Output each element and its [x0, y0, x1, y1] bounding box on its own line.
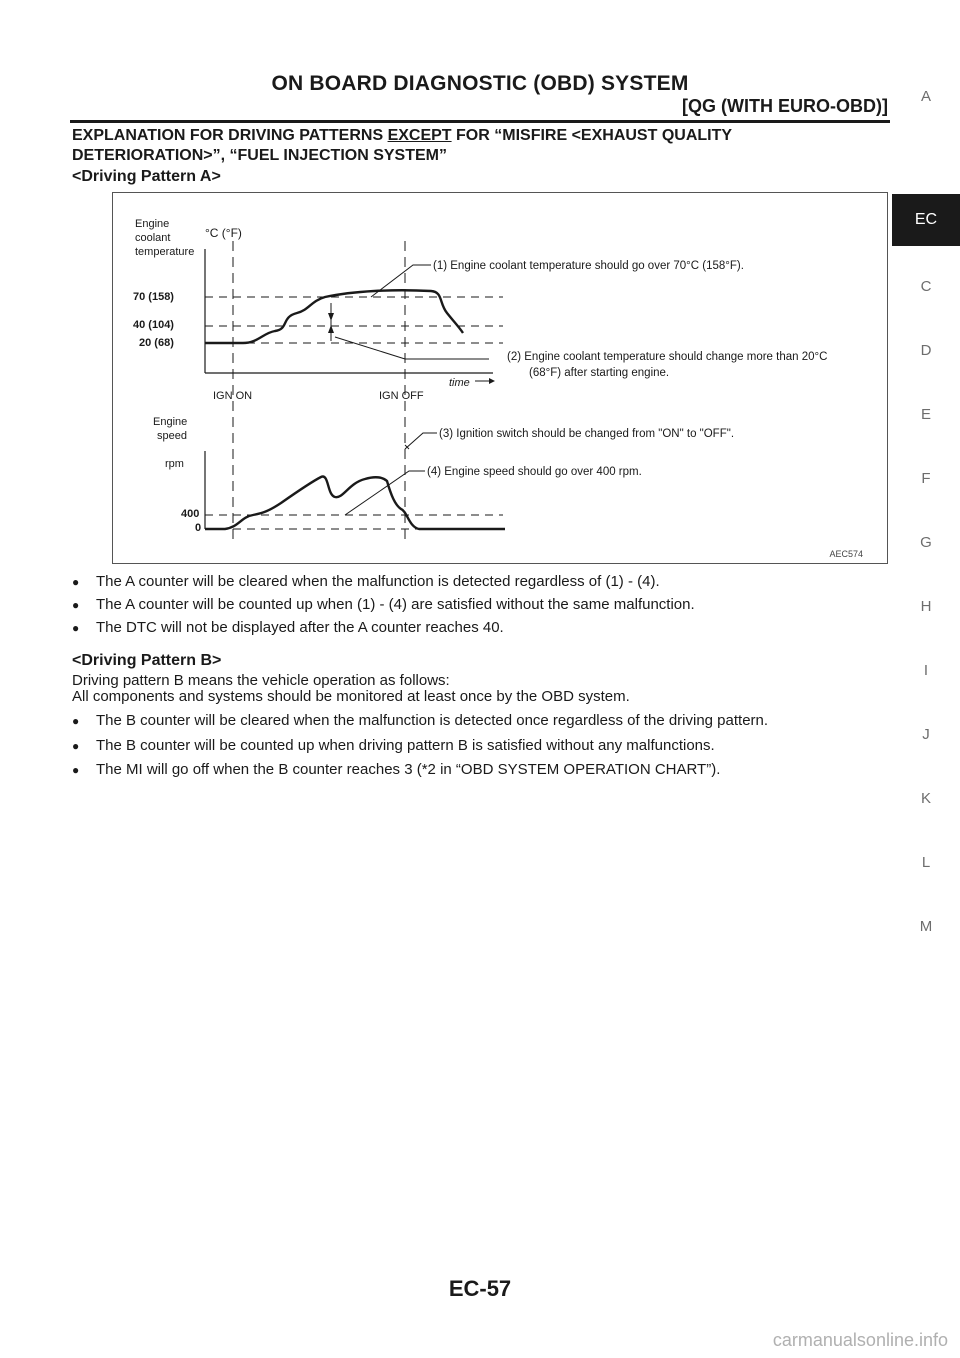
bullet-glyph: ● — [72, 714, 80, 728]
bullet-glyph: ● — [72, 598, 80, 612]
pattern-b-bullet-1-text: The B counter will be cleared when the malfunction is detected once regardless of the driving pattern. — [96, 712, 769, 729]
temp-tick-70: 70 (158) — [133, 291, 174, 303]
side-index-k[interactable]: K — [920, 790, 931, 807]
watermark[interactable]: carmanualsonline.info — [772, 1330, 948, 1350]
pattern-b-intro-2: All components and systems should be monitored at least once by the OBD system. — [72, 688, 630, 705]
temp-unit: °C (°F) — [205, 226, 242, 240]
side-index-i[interactable]: I — [923, 662, 929, 679]
side-index-j[interactable]: J — [922, 726, 930, 743]
temp-tick-20: 20 (68) — [139, 337, 174, 349]
side-index-ec[interactable]: EC — [892, 194, 960, 246]
speed-unit: rpm — [165, 458, 184, 470]
delta-arrow-head-down — [328, 313, 334, 321]
driving-pattern-a-diagram — [113, 193, 889, 565]
pattern-b-bullet-2 — [72, 737, 715, 755]
section-heading-underlined: EXCEPT — [387, 127, 452, 144]
side-index-a[interactable]: A — [920, 88, 931, 105]
side-index-m[interactable]: M — [919, 918, 933, 935]
note-2-line1: (2) Engine coolant temperature should change more than 20°C — [507, 351, 828, 363]
ign-off-label: IGN OFF — [379, 390, 424, 402]
pattern-a-bullet-2 — [72, 596, 695, 614]
side-index-l[interactable]: L — [921, 854, 931, 871]
temp-tick-40: 40 (104) — [133, 319, 174, 331]
pattern-b-bullet-3-text: The MI will go off when the B counter reaches 3 (*2 in “OBD SYSTEM OPERATION CHART”). — [96, 761, 721, 778]
section-heading — [72, 126, 862, 166]
bullet-glyph: ● — [72, 739, 80, 753]
pattern-b-bullet-1 — [72, 712, 768, 730]
note-1: (1) Engine coolant temperature should go over 70°C (158°F). — [433, 260, 744, 272]
page-number: EC-57 — [448, 1276, 512, 1301]
side-index-g[interactable]: G — [920, 534, 932, 551]
pattern-b-bullet-3 — [72, 761, 720, 779]
section-heading-line2: DETERIORATION>”, “FUEL INJECTION SYSTEM” — [72, 147, 447, 164]
pattern-a-label: <Driving Pattern A> — [72, 168, 221, 185]
header-rule — [70, 120, 890, 123]
pattern-a-bullet-3-text: The DTC will not be displayed after the A counter reaches 40. — [96, 619, 504, 636]
pattern-a-bullet-1-text: The A counter will be cleared when the malfunction is detected regardless of (1) - (4). — [96, 573, 660, 590]
speed-label-1: Engine — [153, 416, 188, 428]
side-index-e[interactable]: E — [920, 406, 931, 423]
ign-on-label: IGN ON — [213, 390, 253, 402]
note1-leader — [371, 265, 431, 297]
bullet-glyph: ● — [72, 763, 80, 777]
temp-label-3: temperature — [135, 246, 195, 258]
bullet-glyph: ● — [72, 621, 80, 635]
page-title: ON BOARD DIAGNOSTIC (OBD) SYSTEM — [271, 72, 689, 95]
temp-label-1: Engine — [135, 218, 170, 230]
side-index-d[interactable]: D — [920, 342, 932, 359]
coolant-temp-curve — [205, 290, 463, 343]
note-4: (4) Engine speed should go over 400 rpm. — [427, 466, 642, 478]
side-index-h[interactable]: H — [920, 598, 932, 615]
page-subtitle: [QG (WITH EURO-OBD)] — [682, 96, 888, 116]
temp-label-2: coolant — [135, 232, 171, 244]
bullet-glyph: ● — [72, 575, 80, 589]
time-label: time — [449, 377, 470, 389]
speed-tick-400: 400 — [181, 508, 200, 520]
pattern-a-bullet-1 — [72, 573, 660, 591]
section-heading-pre: EXPLANATION FOR DRIVING PATTERNS — [72, 127, 388, 144]
speed-label-2: speed — [157, 430, 187, 442]
note4-leader — [345, 471, 425, 515]
speed-tick-0: 0 — [195, 522, 202, 534]
pattern-a-bullet-3 — [72, 619, 504, 637]
driving-pattern-a-figure — [112, 192, 888, 564]
pattern-b-intro-1: Driving pattern B means the vehicle operation as follows: — [72, 672, 450, 689]
pattern-a-bullet-2-text: The A counter will be counted up when (1) - (4) are satisfied without the same malfunction. — [96, 596, 695, 613]
note2-leader — [335, 337, 489, 359]
note-3: (3) Ignition switch should be changed from "ON" to "OFF". — [439, 428, 735, 440]
figure-code: AEC574 — [829, 549, 863, 559]
note3-leader — [405, 433, 437, 449]
side-index-c[interactable]: C — [920, 278, 932, 295]
pattern-b-bullet-2-text: The B counter will be counted up when driving pattern B is satisfied without any malfunctions. — [96, 737, 715, 754]
engine-speed-curve — [205, 477, 505, 529]
section-heading-post: FOR “MISFIRE <EXHAUST QUALITY — [451, 127, 733, 144]
pattern-b-label: <Driving Pattern B> — [72, 652, 222, 669]
side-index-f[interactable]: F — [921, 470, 931, 487]
time-arrow-head — [489, 378, 495, 384]
note-2-line2: (68°F) after starting engine. — [529, 367, 670, 379]
